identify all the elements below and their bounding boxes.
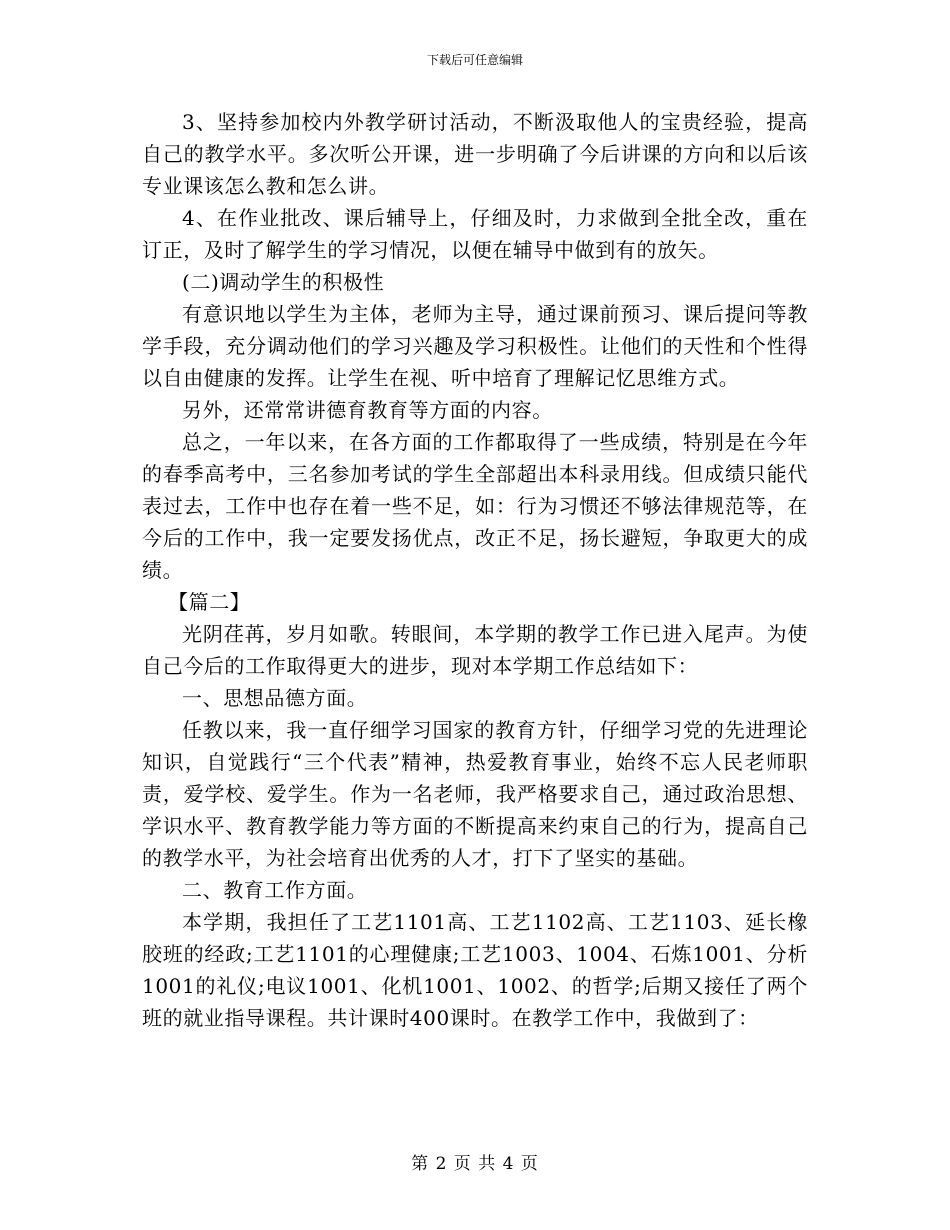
paragraph-ideology: 任教以来，我一直仔细学习国家的教育方针，仔细学习党的先进理论知识，自觉践行“三个代表”精神，热爱教育事业，始终不忘人民老师职责，爱学校、爱学生。作为一名老师，我严格要求自己，通过政治思想、学识水平、教育教学能力等方面的不断提高来约束自己的行为，提高自己的教学水平，为社会培育出优秀的人才，打下了坚实的基础。	[142, 718, 808, 870]
paragraph-student-centered: 有意识地以学生为主体，老师为主导，通过课前预习、课后提问等教学手段，充分调动他们的学习兴趣及学习积极性。让他们的天性和个性得以自由健康的发挥。让学生在视、听中培育了理解记忆思维方式。	[142, 302, 808, 390]
page-header: 下载后可任意编辑	[426, 53, 523, 67]
paragraph-intro: 光阴荏苒，岁月如歌。转眼间，本学期的教学工作已进入尾声。为使自己今后的工作取得更大的进步，现对本学期工作总结如下：	[142, 622, 808, 678]
paragraph-item-3: 3、坚持参加校内外教学研讨活动，不断汲取他人的宝贵经验，提高自己的教学水平。多次听公开课，进一步明确了今后讲课的方向和以后该专业课该怎么教和怎么讲。	[142, 110, 808, 198]
document-body	[142, 106, 808, 1034]
section-heading-motivation: (二)调动学生的积极性	[182, 270, 385, 294]
section-heading-ideology: 一、思想品德方面。	[182, 686, 368, 710]
section-heading-education-work: 二、教育工作方面。	[182, 878, 368, 902]
page-footer: 第 2 页 共 4 页	[411, 1154, 539, 1174]
paragraph-item-4: 4、在作业批改、课后辅导上，仔细及时，力求做到全批全改，重在订正，及时了解学生的学习情况，以便在辅导中做到有的放矢。	[142, 206, 808, 262]
paragraph-teaching-load: 本学期，我担任了工艺1101高、工艺1102高、工艺1103、延长橡胶班的经政;工艺1101的心理健康;工艺1003、1004、石炼1001、分析1001的礼仪;电议1001、化机1001、1002、的哲学;后期又接任了两个班的就业指导课程。共计课时400课时。在教学工作中，我做到了：	[142, 910, 808, 1030]
section-title-part-two: 【篇二】	[168, 590, 251, 614]
paragraph-moral-education: 另外，还常常讲德育教育等方面的内容。	[182, 398, 553, 422]
paragraph-summary: 总之，一年以来，在各方面的工作都取得了一些成绩，特别是在今年的春季高考中，三名参加考试的学生全部超出本科录用线。但成绩只能代表过去，工作中也存在着一些不足，如：行为习惯还不够法律规范等，在今后的工作中，我一定要发扬优点，改正不足，扬长避短，争取更大的成绩。	[142, 430, 808, 582]
